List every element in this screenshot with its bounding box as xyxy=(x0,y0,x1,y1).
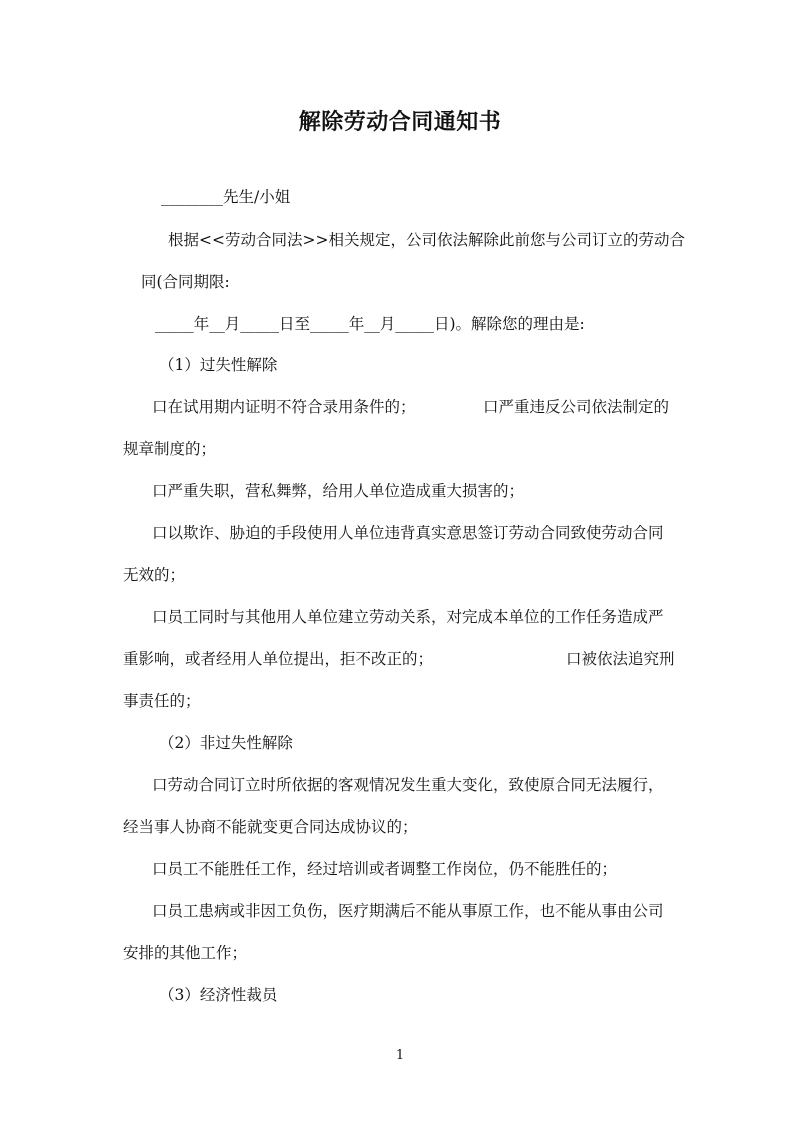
s1-item-4-line-1: 口员工同时与其他用人单位建立劳动关系，对完成本单位的工作任务造成严 xyxy=(152,608,664,626)
s1-item-3-line-1: 口以欺诈、胁迫的手段使用人单位违背真实意思签订劳动合同致使劳动合同 xyxy=(152,524,664,542)
s1-item-1-line-1: 口在试用期内证明不符合录用条件的； xyxy=(152,398,416,416)
intro-line-2: 同(合同期限: xyxy=(141,273,230,291)
s2-item-1-line-2: 经当事人协商不能就变更合同达成协议的； xyxy=(123,818,418,836)
section-2-heading: （2）非过失性解除 xyxy=(159,734,293,752)
s2-item-1-line-1: 口劳动合同订立时所依据的客观情况发生重大变化，致使原合同无法履行， xyxy=(152,776,664,794)
s1-item-4-line-2: 重影响，或者经用人单位提出，拒不改正的； xyxy=(123,650,434,668)
contract-period-line: _____年__月_____日至_____年__月_____日)。解除您的理由是: xyxy=(155,315,585,333)
section-1-heading: （1）过失性解除 xyxy=(159,356,278,374)
s2-item-3-line-1: 口员工患病或非因工负伤，医疗期满后不能从事原工作，也不能从事由公司 xyxy=(152,902,664,920)
document-title: 解除劳动合同通知书 xyxy=(298,110,502,135)
s1-item-1-line-2: 规章制度的； xyxy=(123,440,217,458)
page-number: 1 xyxy=(395,1048,405,1063)
intro-line-1: 根据<<劳动合同法>>相关规定，公司依法解除此前您与公司订立的劳动合 xyxy=(168,231,685,249)
s1-item-2: 口严重失职，营私舞弊，给用人单位造成重大损害的； xyxy=(152,482,525,500)
s1-item-1-line-1b: 口严重违反公司依法制定的 xyxy=(483,398,670,416)
section-3-heading: （3）经济性裁员 xyxy=(159,986,278,1004)
s2-item-2: 口员工不能胜任工作，经过培训或者调整工作岗位，仍不能胜任的； xyxy=(152,860,618,878)
s1-item-4-line-3: 事责任的； xyxy=(123,692,201,710)
s1-item-4-line-2b: 口被依法追究刑 xyxy=(566,650,675,668)
salutation: ________先生/小姐 xyxy=(161,188,291,206)
s2-item-3-line-2: 安排的其他工作； xyxy=(123,944,248,962)
s1-item-3-line-2: 无效的； xyxy=(123,566,186,584)
